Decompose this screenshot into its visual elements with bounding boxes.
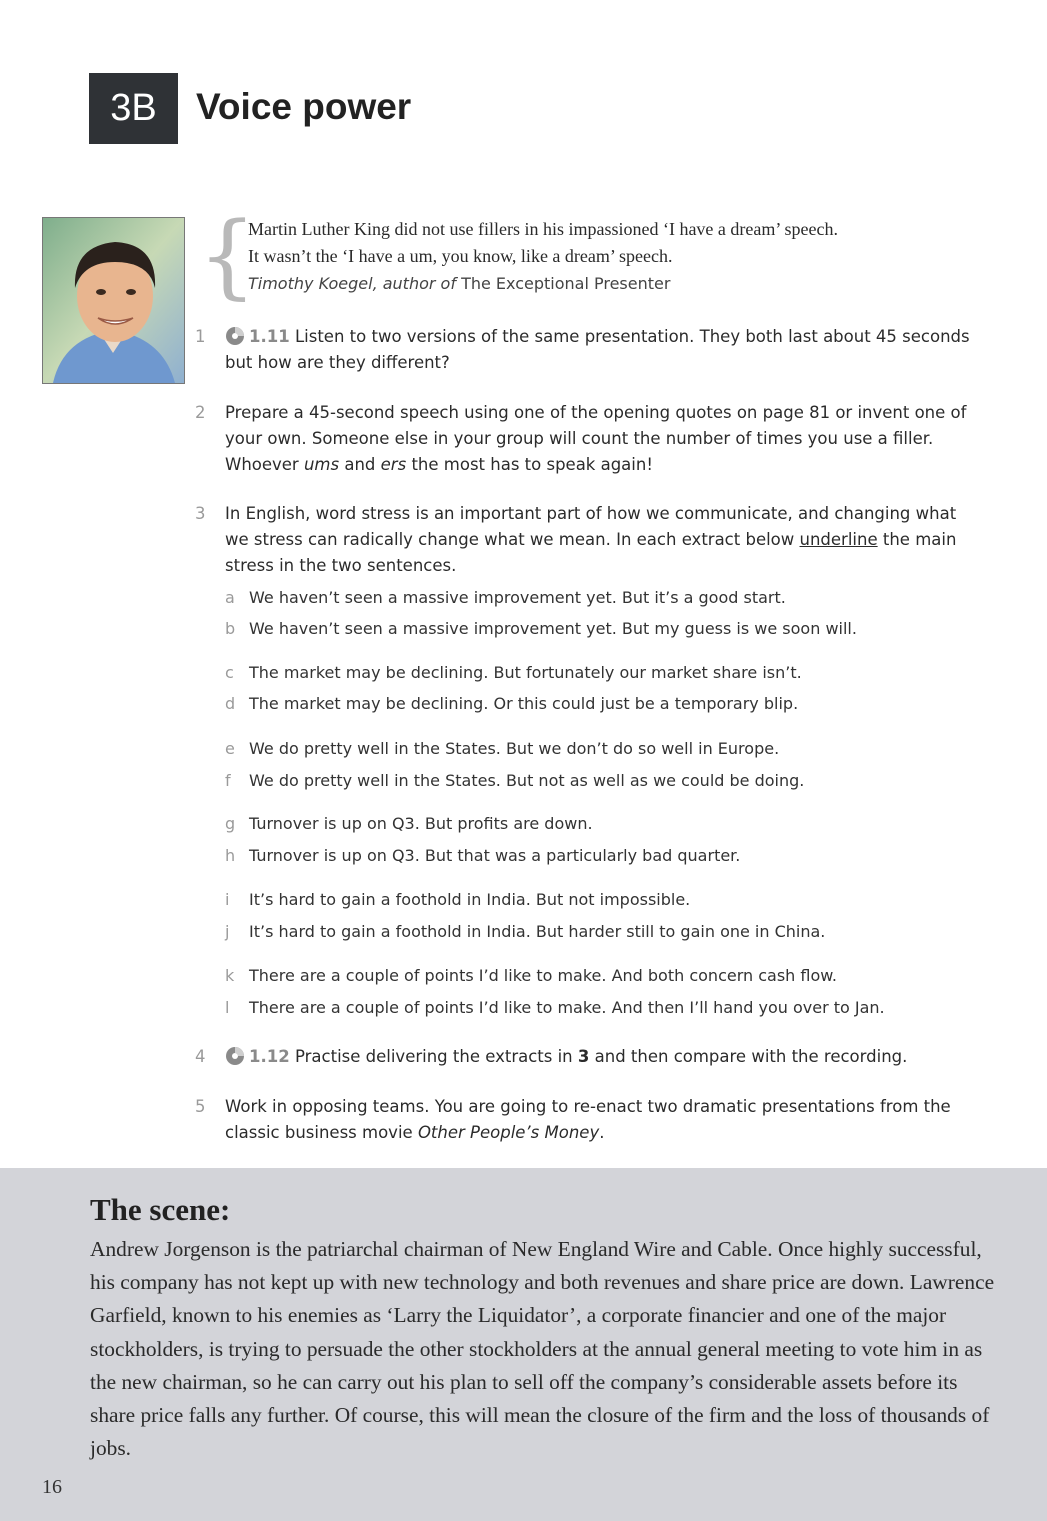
item-text: We do pretty well in the States. But we don’t do so well in Europe. (249, 739, 780, 758)
item-text: We haven’t seen a massive improvement yet. But it’s a good start. (249, 588, 786, 607)
list-item (225, 921, 985, 943)
underlined-word: underline (799, 530, 878, 549)
item-letter: g (225, 814, 236, 833)
item-letter: i (225, 890, 230, 909)
item-letter: e (225, 739, 235, 758)
scene-text: Andrew Jorgenson is the patriarchal chairman of New England Wire and Cable. Once highly successful, his company has not kept up with new technology and both revenues and share price are down. Lawrence Garfield, known to his enemies as ‘Larry the Liquidator’, a corporate financier and one of the major stockholders, is trying to persuade the other stockholders at the annual general meeting to vote him in as the new chairman, so he can carry out his plan to sell off the company’s considerable assets before its share price falls any further. Of course, this will mean the closure of the firm and the loss of thousands of jobs. (90, 1237, 995, 1461)
list-item (225, 889, 985, 911)
item-letter: d (225, 694, 236, 713)
exercise-text: Prepare a 45-second speech using one of the opening quotes on page 81 or invent one of your own. Someone else in your group will count the number of times you use a filler. Whoever (225, 403, 967, 474)
exercise-2 (195, 400, 985, 478)
list-item (225, 770, 985, 792)
scene-title: The scene: (90, 1192, 231, 1227)
item-text: We do pretty well in the States. But not as well as we could be doing. (249, 771, 805, 790)
quote-line: It wasn’t the ‘I have a um, you know, like a dream’ speech. (248, 246, 673, 266)
list-item (225, 587, 985, 609)
opening-quote (248, 216, 968, 297)
exercise-number: 4 (195, 1047, 206, 1066)
item-letter: h (225, 846, 236, 865)
audio-cd-icon[interactable] (225, 326, 245, 346)
audio-cd-icon[interactable] (225, 1046, 245, 1066)
item-letter: a (225, 588, 235, 607)
list-item (225, 618, 985, 640)
exercise-text: In English, word stress is an important part of how we communicate, and changing what we stress can radically change what we mean. In each extract below (225, 504, 957, 549)
item-text: There are a couple of points I’d like to make. And then I’ll hand you over to Jan. (249, 998, 885, 1017)
list-item (225, 813, 985, 835)
portrait-photo (42, 217, 185, 384)
item-text: It’s hard to gain a foothold in India. But harder still to gain one in China. (249, 922, 826, 941)
exercise-number: 1 (195, 327, 206, 346)
exercise-text: and then compare with the recording. (589, 1047, 908, 1066)
track-number: 1.11 (249, 327, 290, 346)
exercise-5 (195, 1094, 985, 1146)
list-item (225, 845, 985, 867)
item-text: There are a couple of points I’d like to make. And both concern cash flow. (249, 966, 837, 985)
quote-line: Martin Luther King did not use fillers in his impassioned ‘I have a dream’ speech. (248, 219, 839, 239)
exercise-text: the main stress in the two sentences. (225, 530, 957, 575)
list-item (225, 693, 985, 715)
list-item (225, 965, 985, 987)
quote-brace: { (198, 202, 257, 309)
exercise-text: . (599, 1123, 605, 1142)
unit-title: Voice power (196, 86, 412, 127)
quote-author (248, 270, 968, 297)
exercise-4 (195, 1044, 985, 1070)
bold-reference: 3 (577, 1047, 590, 1066)
exercise-text: and (339, 455, 381, 474)
item-text: The market may be declining. But fortunately our market share isn’t. (249, 663, 802, 682)
author-book: The Exceptional Presenter (461, 274, 671, 293)
item-letter: c (225, 663, 234, 682)
list-item (225, 997, 985, 1019)
item-letter: l (225, 998, 230, 1017)
exercise-text: Work in opposing teams. You are going to re-enact two dramatic presentations from the classic business movie (225, 1097, 951, 1142)
exercise-text: Listen to two versions of the same presentation. They both last about 45 seconds but how are they different? (225, 327, 970, 372)
page-number: 16 (42, 1476, 62, 1498)
item-letter: k (225, 966, 235, 985)
item-text: We haven’t seen a massive improvement yet. But my guess is we soon will. (249, 619, 857, 638)
movie-title: Other People’s Money (417, 1123, 600, 1142)
item-letter: f (225, 771, 231, 790)
list-item (225, 662, 985, 684)
italic-word: ers (380, 455, 407, 474)
item-letter: j (225, 922, 230, 941)
unit-number-badge: 3B (89, 73, 178, 144)
exercise-3 (195, 501, 985, 579)
exercise-number: 2 (195, 403, 206, 422)
exercise-1 (195, 324, 985, 376)
list-item (225, 738, 985, 760)
italic-word: ums (303, 455, 340, 474)
exercise-text: the most has to speak again! (406, 455, 653, 474)
author-name: Timothy Koegel, author of (248, 274, 456, 293)
item-text: Turnover is up on Q3. But that was a particularly bad quarter. (249, 846, 741, 865)
exercise-text: Practise delivering the extracts in (294, 1047, 578, 1066)
exercise-number: 3 (195, 504, 206, 523)
exercise-number: 5 (195, 1097, 206, 1116)
item-text: Turnover is up on Q3. But profits are down. (249, 814, 593, 833)
item-text: It’s hard to gain a foothold in India. But not impossible. (249, 890, 691, 909)
item-letter: b (225, 619, 236, 638)
item-text: The market may be declining. Or this could just be a temporary blip. (249, 694, 799, 713)
track-number: 1.12 (249, 1047, 290, 1066)
